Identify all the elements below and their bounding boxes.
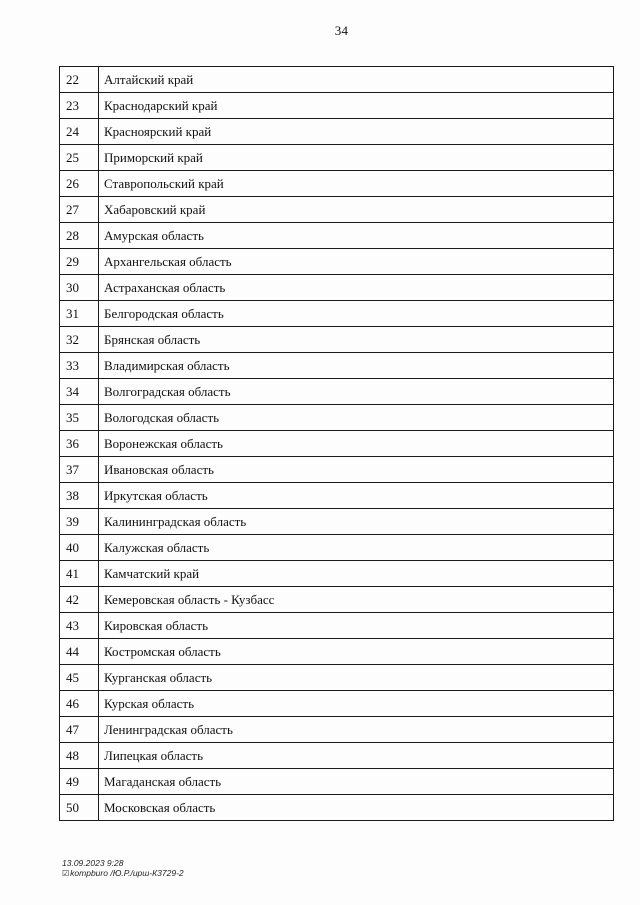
row-number: 27 bbox=[60, 197, 99, 223]
region-name: Ленинградская область bbox=[99, 717, 614, 743]
region-name: Ивановская область bbox=[99, 457, 614, 483]
regions-table-body bbox=[60, 67, 614, 821]
row-number: 31 bbox=[60, 301, 99, 327]
region-name: Камчатский край bbox=[99, 561, 614, 587]
region-name: Вологодская область bbox=[99, 405, 614, 431]
row-number: 22 bbox=[60, 67, 99, 93]
row-number: 32 bbox=[60, 327, 99, 353]
region-name: Липецкая область bbox=[99, 743, 614, 769]
table-row bbox=[60, 587, 614, 613]
region-name: Волгоградская область bbox=[99, 379, 614, 405]
table-row bbox=[60, 665, 614, 691]
row-number: 23 bbox=[60, 93, 99, 119]
row-number: 26 bbox=[60, 171, 99, 197]
row-number: 25 bbox=[60, 145, 99, 171]
table-row bbox=[60, 457, 614, 483]
row-number: 49 bbox=[60, 769, 99, 795]
footer-stamp bbox=[62, 858, 184, 879]
row-number: 24 bbox=[60, 119, 99, 145]
row-number: 44 bbox=[60, 639, 99, 665]
table-row bbox=[60, 509, 614, 535]
region-name: Приморский край bbox=[99, 145, 614, 171]
page-number: 34 bbox=[334, 23, 349, 38]
table-row bbox=[60, 275, 614, 301]
row-number: 29 bbox=[60, 249, 99, 275]
region-name: Кировская область bbox=[99, 613, 614, 639]
table-row bbox=[60, 639, 614, 665]
row-number: 33 bbox=[60, 353, 99, 379]
table-row bbox=[60, 561, 614, 587]
table-row bbox=[60, 717, 614, 743]
row-number: 42 bbox=[60, 587, 99, 613]
footer-timestamp: 13.09.2023 9:28 bbox=[62, 858, 124, 868]
table-row bbox=[60, 613, 614, 639]
table-row bbox=[60, 119, 614, 145]
table-row bbox=[60, 743, 614, 769]
region-name: Калужская область bbox=[99, 535, 614, 561]
table-row bbox=[60, 171, 614, 197]
row-number: 28 bbox=[60, 223, 99, 249]
region-name: Ставропольский край bbox=[99, 171, 614, 197]
region-name: Амурская область bbox=[99, 223, 614, 249]
row-number: 34 bbox=[60, 379, 99, 405]
row-number: 47 bbox=[60, 717, 99, 743]
row-number: 48 bbox=[60, 743, 99, 769]
row-number: 35 bbox=[60, 405, 99, 431]
document-icon: ☑ bbox=[62, 869, 70, 878]
row-number: 38 bbox=[60, 483, 99, 509]
table-row bbox=[60, 483, 614, 509]
row-number: 41 bbox=[60, 561, 99, 587]
region-name: Алтайский край bbox=[99, 67, 614, 93]
region-name: Курская область bbox=[99, 691, 614, 717]
row-number: 30 bbox=[60, 275, 99, 301]
region-name: Костромская область bbox=[99, 639, 614, 665]
table-row bbox=[60, 405, 614, 431]
region-name: Брянская область bbox=[99, 327, 614, 353]
region-name: Калининградская область bbox=[99, 509, 614, 535]
table-row bbox=[60, 535, 614, 561]
table-row bbox=[60, 249, 614, 275]
row-number: 43 bbox=[60, 613, 99, 639]
table-row bbox=[60, 197, 614, 223]
region-name: Красноярский край bbox=[99, 119, 614, 145]
region-name: Белгородская область bbox=[99, 301, 614, 327]
row-number: 46 bbox=[60, 691, 99, 717]
row-number: 45 bbox=[60, 665, 99, 691]
table-row bbox=[60, 795, 614, 821]
table-row bbox=[60, 431, 614, 457]
table-row bbox=[60, 327, 614, 353]
footer-reference bbox=[62, 868, 184, 879]
region-name: Архангельская область bbox=[99, 249, 614, 275]
region-name: Московская область bbox=[99, 795, 614, 821]
table-row bbox=[60, 769, 614, 795]
table-row bbox=[60, 353, 614, 379]
region-name: Астраханская область bbox=[99, 275, 614, 301]
row-number: 39 bbox=[60, 509, 99, 535]
table-row bbox=[60, 93, 614, 119]
region-name: Владимирская область bbox=[99, 353, 614, 379]
region-name: Воронежская область bbox=[99, 431, 614, 457]
regions-table bbox=[59, 66, 614, 821]
region-name: Кемеровская область - Кузбасс bbox=[99, 587, 614, 613]
region-name: Магаданская область bbox=[99, 769, 614, 795]
table-row bbox=[60, 301, 614, 327]
region-name: Курганская область bbox=[99, 665, 614, 691]
region-name: Хабаровский край bbox=[99, 197, 614, 223]
row-number: 50 bbox=[60, 795, 99, 821]
footer-reference-text: kompburo /Ю.Р./ирш-К3729-2 bbox=[70, 868, 184, 878]
table-row bbox=[60, 223, 614, 249]
table-row bbox=[60, 691, 614, 717]
row-number: 36 bbox=[60, 431, 99, 457]
row-number: 37 bbox=[60, 457, 99, 483]
region-name: Краснодарский край bbox=[99, 93, 614, 119]
region-name: Иркутская область bbox=[99, 483, 614, 509]
table-row bbox=[60, 145, 614, 171]
row-number: 40 bbox=[60, 535, 99, 561]
table-row bbox=[60, 379, 614, 405]
table-row bbox=[60, 67, 614, 93]
